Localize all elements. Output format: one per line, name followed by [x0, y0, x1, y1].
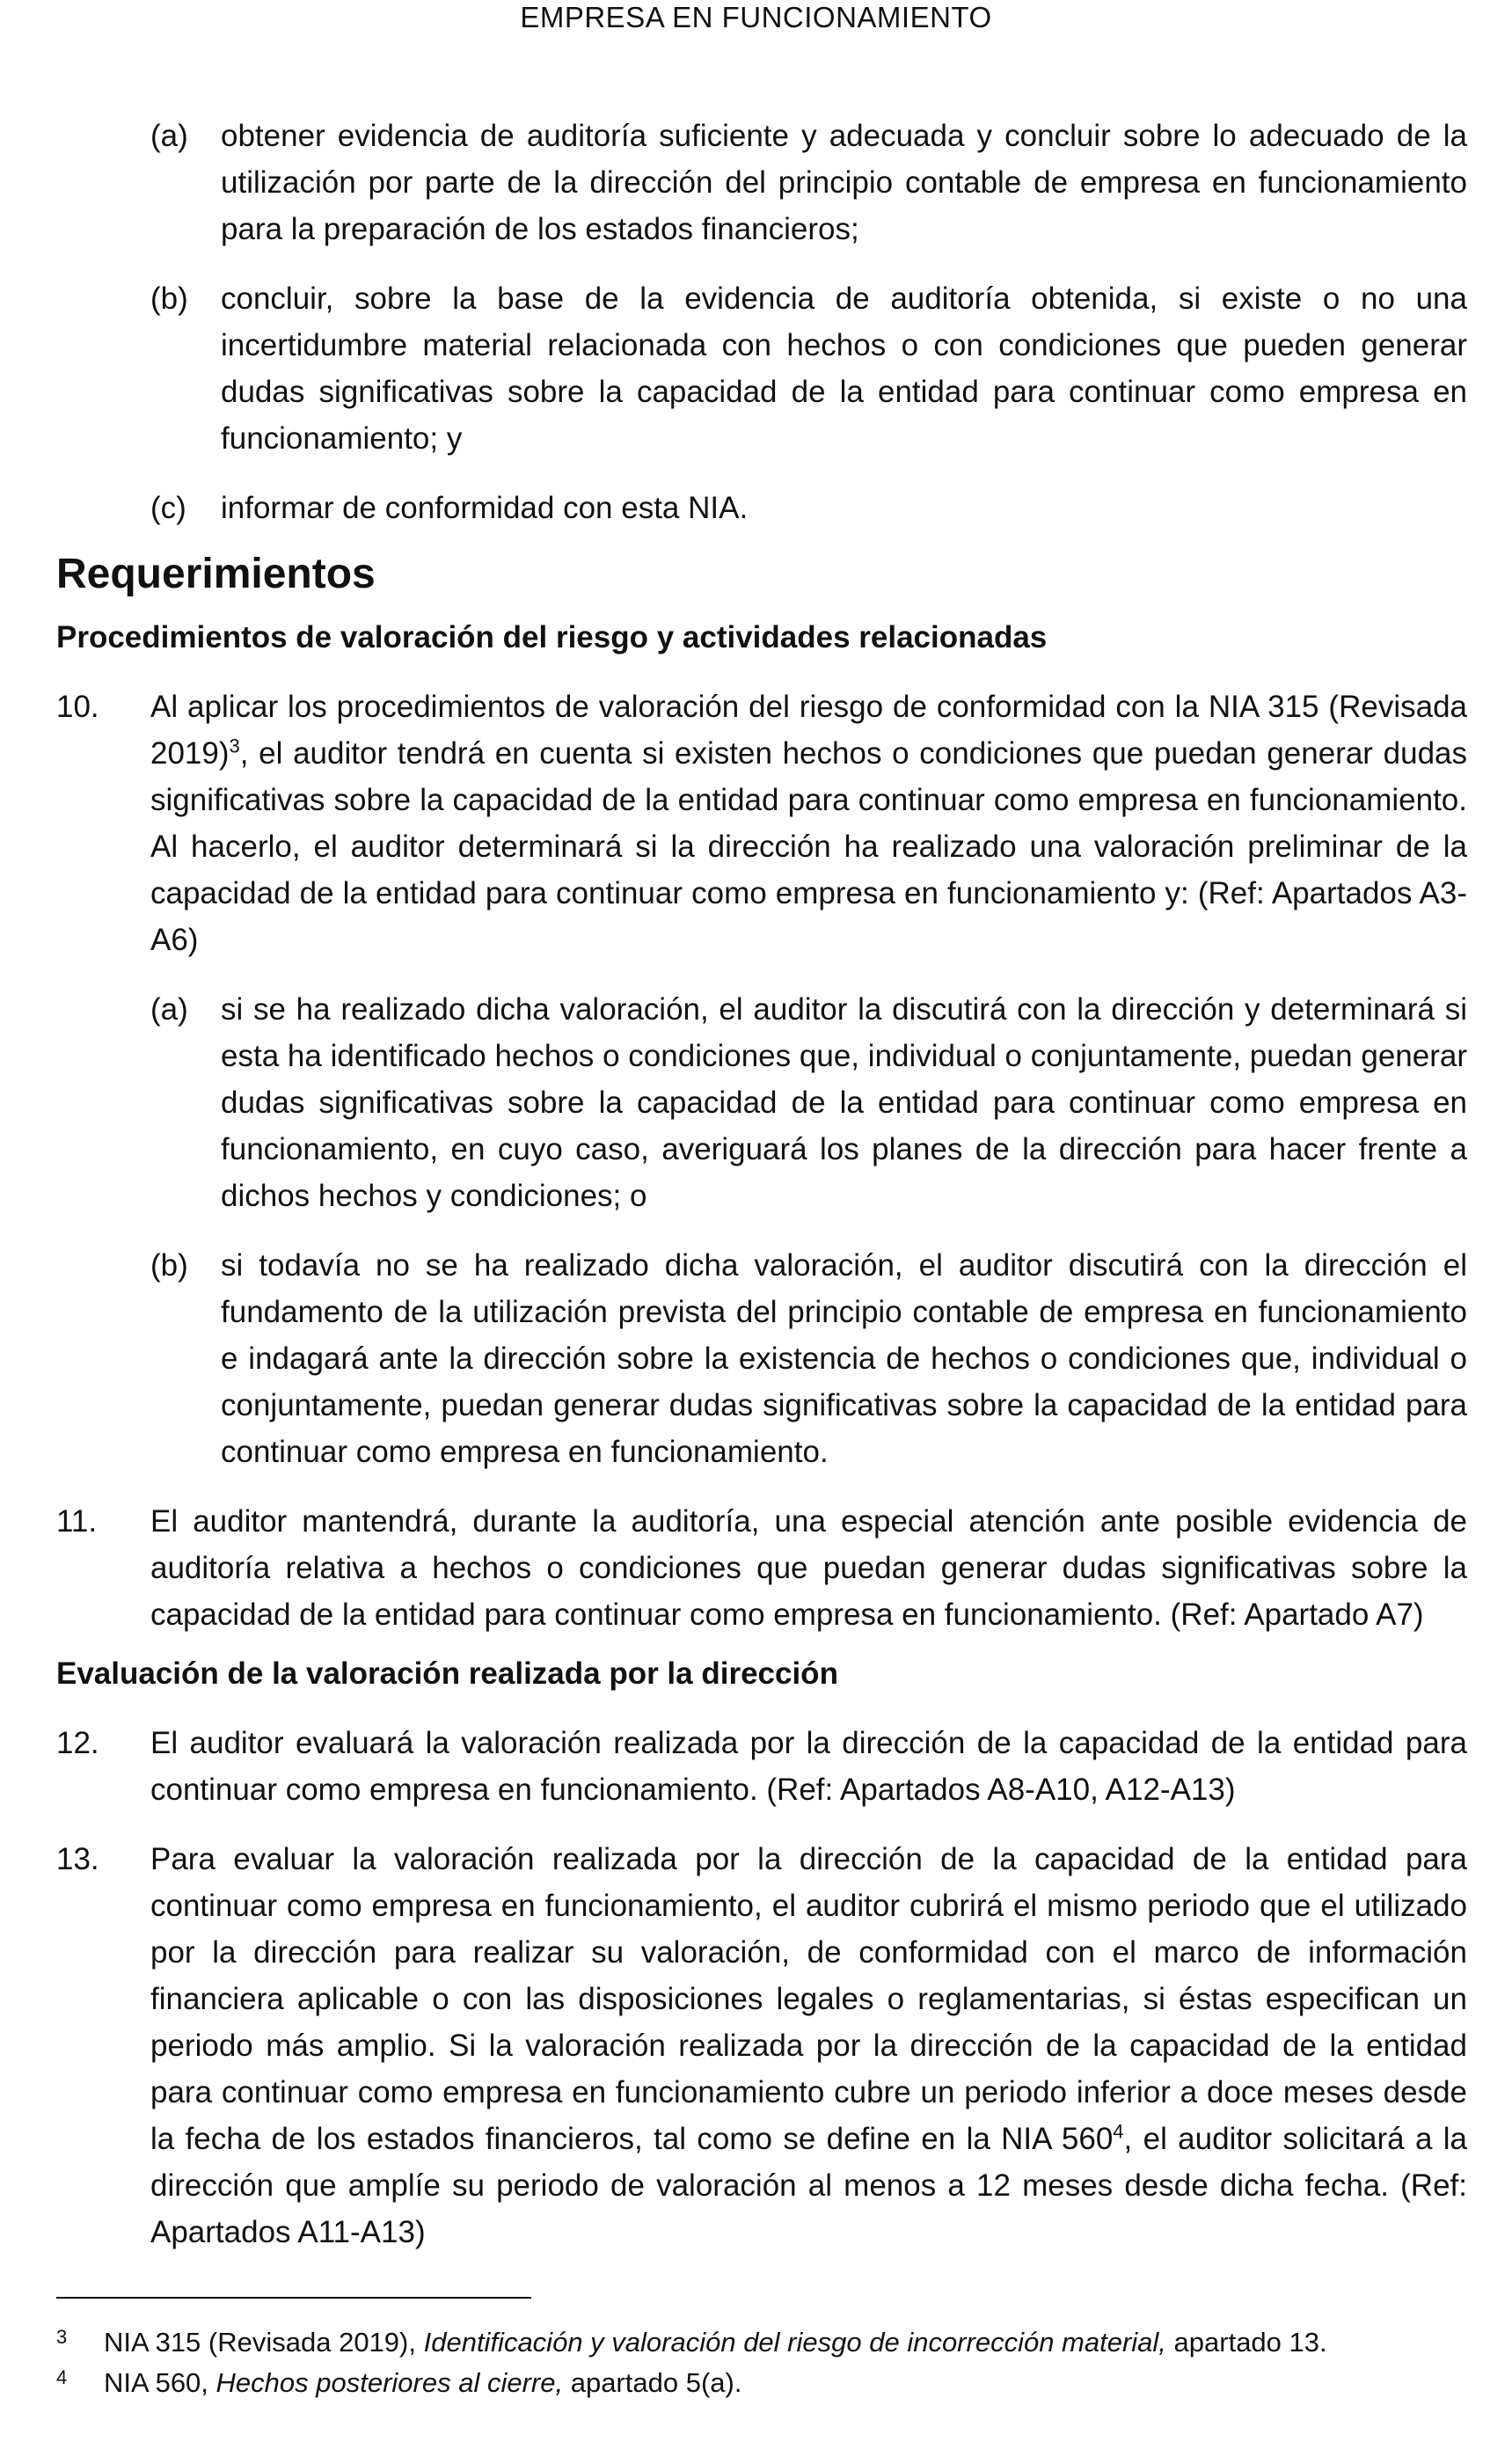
intro-item-b [150, 275, 1467, 462]
footnote-separator [56, 2297, 531, 2299]
item-label: (c) [150, 491, 186, 525]
footnotes [56, 2322, 1467, 2403]
paragraph-10-item-a [150, 986, 1467, 1219]
running-header: EMPRESA EN FUNCIONAMIENTO [520, 1, 992, 33]
paragraph-13 [56, 1836, 1467, 2256]
footnote-4 [56, 2363, 1467, 2403]
paragraph-text-part: , el auditor solicitará a la dirección que amplíe su periodo de valoración al menos a 12 meses desde dicha fecha. (Ref: Apartados A11-A13) [150, 2122, 1468, 2249]
item-text: informar de conformidad con esta NIA. [221, 491, 749, 525]
footnote-3 [56, 2322, 1467, 2363]
paragraph-number: 10. [56, 690, 99, 724]
paragraph-number: 11. [56, 1504, 98, 1539]
intro-item-c [150, 485, 1467, 531]
item-label: (b) [150, 281, 188, 316]
intro-item-a [150, 113, 1467, 252]
paragraph-text: El auditor evaluará la valoración realizada por la dirección de la capacidad de la entidad para continuar como empresa en funcionamiento. (Ref: Apartados A8-A10, A12-A13) [150, 1726, 1467, 1807]
page-body [56, 113, 1467, 2256]
paragraph-text-part: Para evaluar la valoración realizada por la dirección de la capacidad de la entidad para continuar como empresa en funcionamiento, el auditor cubrirá el mismo periodo que el utilizado por la dirección para realizar su valoración, de conformidad con el marco de información financiera aplicable o con las disposiciones legales o reglamentarias, si éstas especifican un periodo más amplio. Si la valoración realizada por la dirección de la capacidad de la entidad para continuar como empresa en funcionamiento cubre un periodo inferior a doce meses desde la fecha de los estados financieros, tal como se define en la NIA 560 [150, 1842, 1467, 2156]
paragraph-text-part: Al aplicar los procedimientos de valoración del riesgo de conformidad con la NIA 315 (Revisada 2019) [150, 690, 1467, 771]
footnote-ref[interactable]: 3 [229, 735, 240, 757]
item-label: (b) [150, 1248, 188, 1283]
paragraph-12 [56, 1720, 1467, 1813]
paragraph-text: El auditor mantendrá, durante la auditoría, una especial atención ante posible evidencia de auditoría relativa a hechos o condiciones que puedan generar dudas significativas sobre la capacidad de la entidad para continuar como empresa en funcionamiento. (Ref: Apartado A7) [150, 1504, 1467, 1632]
paragraph-number: 12. [56, 1726, 99, 1760]
paragraph-number: 13. [56, 1842, 99, 1876]
paragraph-11 [56, 1498, 1467, 1638]
item-text: si todavía no se ha realizado dicha valoración, el auditor discutirá con la dirección el fundamento de la utilización prevista del principio contable de empresa en funcionamiento e indagará ante la dirección sobre la existencia de hechos o condiciones que, individual o conjuntamente, puedan generar dudas significativas sobre la capacidad de la entidad para continuar como empresa en funcionamiento. [221, 1248, 1467, 1469]
subsection-heading: Evaluación de la valoración realizada por la dirección [56, 1656, 838, 1691]
item-label: (a) [150, 119, 188, 153]
footnote-text-part: apartado 5(a). [563, 2367, 742, 2398]
subsection-heading: Procedimientos de valoración del riesgo y actividades relacionadas [56, 620, 1048, 654]
footnote-text [104, 2363, 1467, 2403]
footnote-title: Hechos posteriores al cierre, [215, 2367, 564, 2398]
footnote-text-part: NIA 560, [104, 2367, 216, 2398]
footnote-number: 3 [56, 2326, 68, 2348]
section-heading: Requerimientos [56, 551, 376, 597]
paragraph-10 [56, 684, 1467, 963]
footnote-text [104, 2322, 1467, 2363]
item-text: si se ha realizado dicha valoración, el auditor la discutirá con la dirección y determinará si esta ha identificado hechos o condiciones que, individual o conjuntamente, puedan generar dudas significativas sobre la capacidad de la entidad para continuar como empresa en funcionamiento, en cuyo caso, averiguará los planes de la dirección para hacer frente a dichos hechos y condiciones; o [221, 992, 1467, 1213]
footnote-text-part: NIA 315 (Revisada 2019), [104, 2327, 424, 2358]
footnote-ref[interactable]: 4 [1113, 2120, 1124, 2143]
item-label: (a) [150, 992, 188, 1027]
item-text: obtener evidencia de auditoría suficiente y adecuada y concluir sobre lo adecuado de la utilización por parte de la dirección del principio contable de empresa en funcionamiento para la preparación de los estados financieros; [221, 119, 1467, 246]
item-text: concluir, sobre la base de la evidencia de auditoría obtenida, si existe o no una incertidumbre material relacionada con hechos o con condiciones que pueden generar dudas significativas sobre la capacidad de la entidad para continuar como empresa en funcionamiento; y [221, 281, 1467, 456]
footnote-number: 4 [56, 2366, 68, 2388]
paragraph-text [150, 684, 1467, 963]
footnote-text-part: apartado 13. [1165, 2327, 1327, 2358]
paragraph-text [150, 1836, 1467, 2256]
footnote-title: Identificación y valoración del riesgo de incorrección material, [423, 2327, 1166, 2358]
paragraph-10-item-b [150, 1242, 1467, 1475]
paragraph-text-part: , el auditor tendrá en cuenta si existen hechos o condiciones que puedan generar dudas significativas sobre la capacidad de la entidad para continuar como empresa en funcionamiento. Al hacerlo, el auditor determinará si la dirección ha realizado una valoración preliminar de la capacidad de la entidad para continuar como empresa en funcionamiento y: (Ref: Apartados A3-A6) [150, 736, 1467, 957]
